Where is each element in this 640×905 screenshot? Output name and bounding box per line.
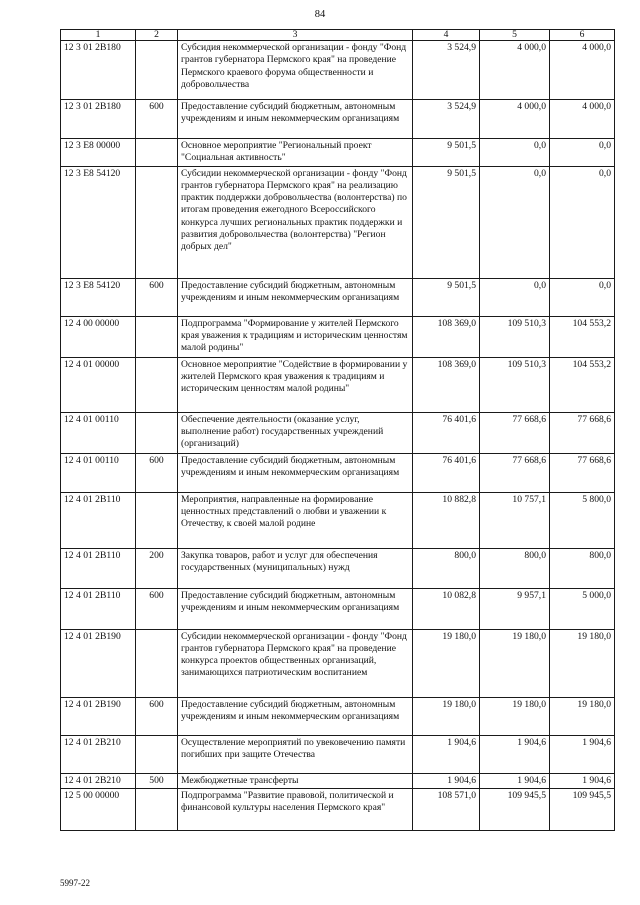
- kcsr-code-cell: 12 3 01 2В180: [61, 41, 136, 100]
- kcsr-code-cell: 12 4 01 2В190: [61, 697, 136, 735]
- item-name-cell: Субсидии некоммерческой организации - фонду "Фонд грантов губернатора Пермского края" на реализацию практик поддержки добровольчества (волонтерства) по итогам проведения ежегодного Всероссийского конкурса лучших региональных практик поддержки и развития добровольчества (волонтерства) "Регион добрых дел": [178, 166, 413, 278]
- expense-type-cell: [136, 357, 178, 412]
- item-name-cell: Предоставление субсидий бюджетным, автономным учреждениям и иным некоммерческим организациям: [178, 697, 413, 735]
- amount-2024-cell: 77 668,6: [550, 453, 615, 492]
- item-name-cell: Основное мероприятие "Содействие в формировании у жителей Пермского края уважения к традициям и историческим ценностям малой родины": [178, 357, 413, 412]
- item-name-cell: Мероприятия, направленные на формирование ценностных представлений о любви и уважении к Отечеству, к своей малой родине: [178, 492, 413, 548]
- amount-2022-cell: 76 401,6: [413, 412, 480, 453]
- page-number: 84: [314, 9, 326, 20]
- kcsr-code-cell: 12 4 01 00000: [61, 357, 136, 412]
- expense-type-cell: 600: [136, 100, 178, 139]
- kcsr-code-cell: 12 4 01 2В110: [61, 548, 136, 588]
- table-row: [61, 697, 615, 735]
- table-row: [61, 735, 615, 773]
- kcsr-code-cell: 12 5 00 00000: [61, 788, 136, 830]
- amount-2023-cell: 109 945,5: [480, 788, 550, 830]
- amount-2024-cell: 800,0: [550, 548, 615, 588]
- column-header: 5: [480, 30, 550, 41]
- amount-2023-cell: 19 180,0: [480, 697, 550, 735]
- table-row: [61, 548, 615, 588]
- amount-2024-cell: 104 553,2: [550, 357, 615, 412]
- item-name-cell: Предоставление субсидий бюджетным, автономным учреждениям и иным некоммерческим организациям: [178, 100, 413, 139]
- expense-type-cell: [136, 735, 178, 773]
- item-name-cell: Обеспечение деятельности (оказание услуг, выполнение работ) государственных учреждений (организаций): [178, 412, 413, 453]
- table-row: [61, 357, 615, 412]
- kcsr-code-cell: 12 3 Е8 00000: [61, 139, 136, 167]
- amount-2022-cell: 108 571,0: [413, 788, 480, 830]
- amount-2022-cell: 9 501,5: [413, 139, 480, 167]
- table-row: [61, 278, 615, 316]
- amount-2023-cell: 0,0: [480, 139, 550, 167]
- table-row: [61, 41, 615, 100]
- expense-type-cell: [136, 492, 178, 548]
- expense-type-cell: 600: [136, 588, 178, 629]
- expense-type-cell: 500: [136, 773, 178, 788]
- amount-2022-cell: 800,0: [413, 548, 480, 588]
- expense-type-cell: 600: [136, 697, 178, 735]
- table-body: [61, 41, 615, 831]
- amount-2023-cell: 77 668,6: [480, 453, 550, 492]
- amount-2022-cell: 1 904,6: [413, 773, 480, 788]
- item-name-cell: Предоставление субсидий бюджетным, автономным учреждениям и иным некоммерческим организациям: [178, 453, 413, 492]
- table-row: [61, 453, 615, 492]
- column-header: 2: [136, 30, 178, 41]
- kcsr-code-cell: 12 4 00 00000: [61, 316, 136, 357]
- kcsr-code-cell: 12 4 01 2В190: [61, 629, 136, 697]
- expense-type-cell: [136, 788, 178, 830]
- amount-2022-cell: 76 401,6: [413, 453, 480, 492]
- kcsr-code-cell: 12 3 Е8 54120: [61, 166, 136, 278]
- table-row: [61, 139, 615, 167]
- item-name-cell: Подпрограмма "Развитие правовой, политической и финансовой культуры населения Пермского края": [178, 788, 413, 830]
- budget-table: [60, 29, 615, 831]
- amount-2024-cell: 5 000,0: [550, 588, 615, 629]
- amount-2024-cell: 1 904,6: [550, 735, 615, 773]
- table-row: [61, 629, 615, 697]
- amount-2022-cell: 9 501,5: [413, 278, 480, 316]
- expense-type-cell: [136, 412, 178, 453]
- amount-2024-cell: 77 668,6: [550, 412, 615, 453]
- expense-type-cell: [136, 629, 178, 697]
- kcsr-code-cell: 12 4 01 2В210: [61, 773, 136, 788]
- table-row: [61, 316, 615, 357]
- amount-2024-cell: 0,0: [550, 139, 615, 167]
- amount-2023-cell: 109 510,3: [480, 316, 550, 357]
- table-header-row: [61, 30, 615, 41]
- item-name-cell: Субсидии некоммерческой организации - фонду "Фонд грантов губернатора Пермского края" на проведение конкурса проектов общественных организаций, занимающихся патриотическим воспитанием: [178, 629, 413, 697]
- amount-2023-cell: 9 957,1: [480, 588, 550, 629]
- kcsr-code-cell: 12 3 01 2В180: [61, 100, 136, 139]
- amount-2023-cell: 4 000,0: [480, 100, 550, 139]
- column-header: 4: [413, 30, 480, 41]
- kcsr-code-cell: 12 4 01 2В110: [61, 588, 136, 629]
- amount-2023-cell: 800,0: [480, 548, 550, 588]
- amount-2022-cell: 1 904,6: [413, 735, 480, 773]
- amount-2024-cell: 19 180,0: [550, 629, 615, 697]
- amount-2022-cell: 9 501,5: [413, 166, 480, 278]
- item-name-cell: Субсидия некоммерческой организации - фонду "Фонд грантов губернатора Пермского края" на проведение Пермского краевого форума общественности и добровольчества: [178, 41, 413, 100]
- amount-2024-cell: 0,0: [550, 166, 615, 278]
- amount-2024-cell: 104 553,2: [550, 316, 615, 357]
- column-header: 1: [61, 30, 136, 41]
- amount-2024-cell: 109 945,5: [550, 788, 615, 830]
- expense-type-cell: [136, 139, 178, 167]
- column-header: 3: [178, 30, 413, 41]
- amount-2022-cell: 10 882,8: [413, 492, 480, 548]
- amount-2022-cell: 10 082,8: [413, 588, 480, 629]
- item-name-cell: Межбюджетные трансферты: [178, 773, 413, 788]
- amount-2023-cell: 109 510,3: [480, 357, 550, 412]
- table-row: [61, 100, 615, 139]
- expense-type-cell: [136, 316, 178, 357]
- document-code: 5997-22: [60, 878, 90, 888]
- column-header: 6: [550, 30, 615, 41]
- item-name-cell: Предоставление субсидий бюджетным, автономным учреждениям и иным некоммерческим организациям: [178, 278, 413, 316]
- item-name-cell: Предоставление субсидий бюджетным, автономным учреждениям и иным некоммерческим организациям: [178, 588, 413, 629]
- item-name-cell: Подпрограмма "Формирование у жителей Пермского края уважения к традициям и историческим ценностям малой родины": [178, 316, 413, 357]
- kcsr-code-cell: 12 3 Е8 54120: [61, 278, 136, 316]
- amount-2024-cell: 4 000,0: [550, 41, 615, 100]
- amount-2024-cell: 19 180,0: [550, 697, 615, 735]
- amount-2024-cell: 5 800,0: [550, 492, 615, 548]
- amount-2023-cell: 1 904,6: [480, 773, 550, 788]
- expense-type-cell: [136, 166, 178, 278]
- amount-2022-cell: 19 180,0: [413, 697, 480, 735]
- amount-2022-cell: 19 180,0: [413, 629, 480, 697]
- table-row: [61, 773, 615, 788]
- item-name-cell: Осуществление мероприятий по увековечению памяти погибших при защите Отечества: [178, 735, 413, 773]
- amount-2022-cell: 108 369,0: [413, 316, 480, 357]
- expense-type-cell: 200: [136, 548, 178, 588]
- item-name-cell: Закупка товаров, работ и услуг для обеспечения государственных (муниципальных) нужд: [178, 548, 413, 588]
- amount-2024-cell: 4 000,0: [550, 100, 615, 139]
- table-row: [61, 588, 615, 629]
- kcsr-code-cell: 12 4 01 00110: [61, 412, 136, 453]
- amount-2023-cell: 1 904,6: [480, 735, 550, 773]
- amount-2023-cell: 0,0: [480, 278, 550, 316]
- amount-2024-cell: 0,0: [550, 278, 615, 316]
- expense-type-cell: 600: [136, 453, 178, 492]
- amount-2023-cell: 4 000,0: [480, 41, 550, 100]
- table-row: [61, 412, 615, 453]
- table-row: [61, 788, 615, 830]
- expense-type-cell: [136, 41, 178, 100]
- amount-2022-cell: 108 369,0: [413, 357, 480, 412]
- amount-2022-cell: 3 524,9: [413, 100, 480, 139]
- table-row: [61, 166, 615, 278]
- amount-2022-cell: 3 524,9: [413, 41, 480, 100]
- table-row: [61, 492, 615, 548]
- kcsr-code-cell: 12 4 01 2В110: [61, 492, 136, 548]
- amount-2024-cell: 1 904,6: [550, 773, 615, 788]
- expense-type-cell: 600: [136, 278, 178, 316]
- amount-2023-cell: 0,0: [480, 166, 550, 278]
- item-name-cell: Основное мероприятие "Региональный проект "Социальная активность": [178, 139, 413, 167]
- kcsr-code-cell: 12 4 01 00110: [61, 453, 136, 492]
- amount-2023-cell: 77 668,6: [480, 412, 550, 453]
- kcsr-code-cell: 12 4 01 2В210: [61, 735, 136, 773]
- amount-2023-cell: 10 757,1: [480, 492, 550, 548]
- amount-2023-cell: 19 180,0: [480, 629, 550, 697]
